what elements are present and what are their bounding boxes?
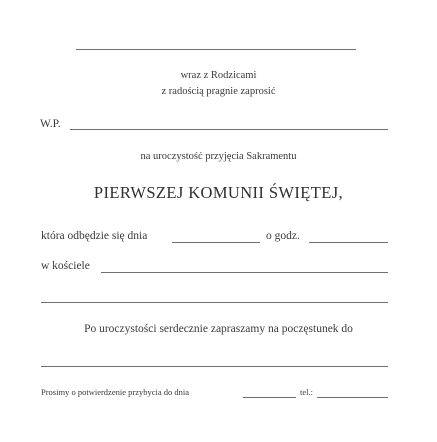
invite-text: z radością pragnie zaprosić [161,86,276,97]
church-blank-line-2[interactable] [41,302,388,303]
wp-label: W.P. [40,118,61,130]
guest-blank-line[interactable] [70,129,388,130]
church-label: w kościele [41,260,90,272]
phone-label: tel.: [300,387,313,397]
reception-blank-line[interactable] [41,366,388,367]
rsvp-label: Prosimy o potwierdzenie przybycia do dnia [41,387,190,397]
reception-text: Po uroczystości serdecznie zapraszamy na poczęstunek do [84,323,353,335]
church-blank-line[interactable] [101,272,388,273]
date-blank-line[interactable] [172,242,260,243]
time-label: o godz. [266,230,300,242]
communion-title: PIERWSZEJ KOMUNII ŚWIĘTEJ, [93,183,344,202]
occasion-text: na uroczystość przyjęcia Sakramentu [140,151,297,162]
time-blank-line[interactable] [309,242,388,243]
with-parents-text: wraz z Rodzicami [180,70,257,81]
rsvp-date-blank-line[interactable] [243,397,296,398]
name-blank-line[interactable] [76,49,356,50]
phone-blank-line[interactable] [317,397,388,398]
date-label: która odbędzie się dnia [41,230,148,242]
